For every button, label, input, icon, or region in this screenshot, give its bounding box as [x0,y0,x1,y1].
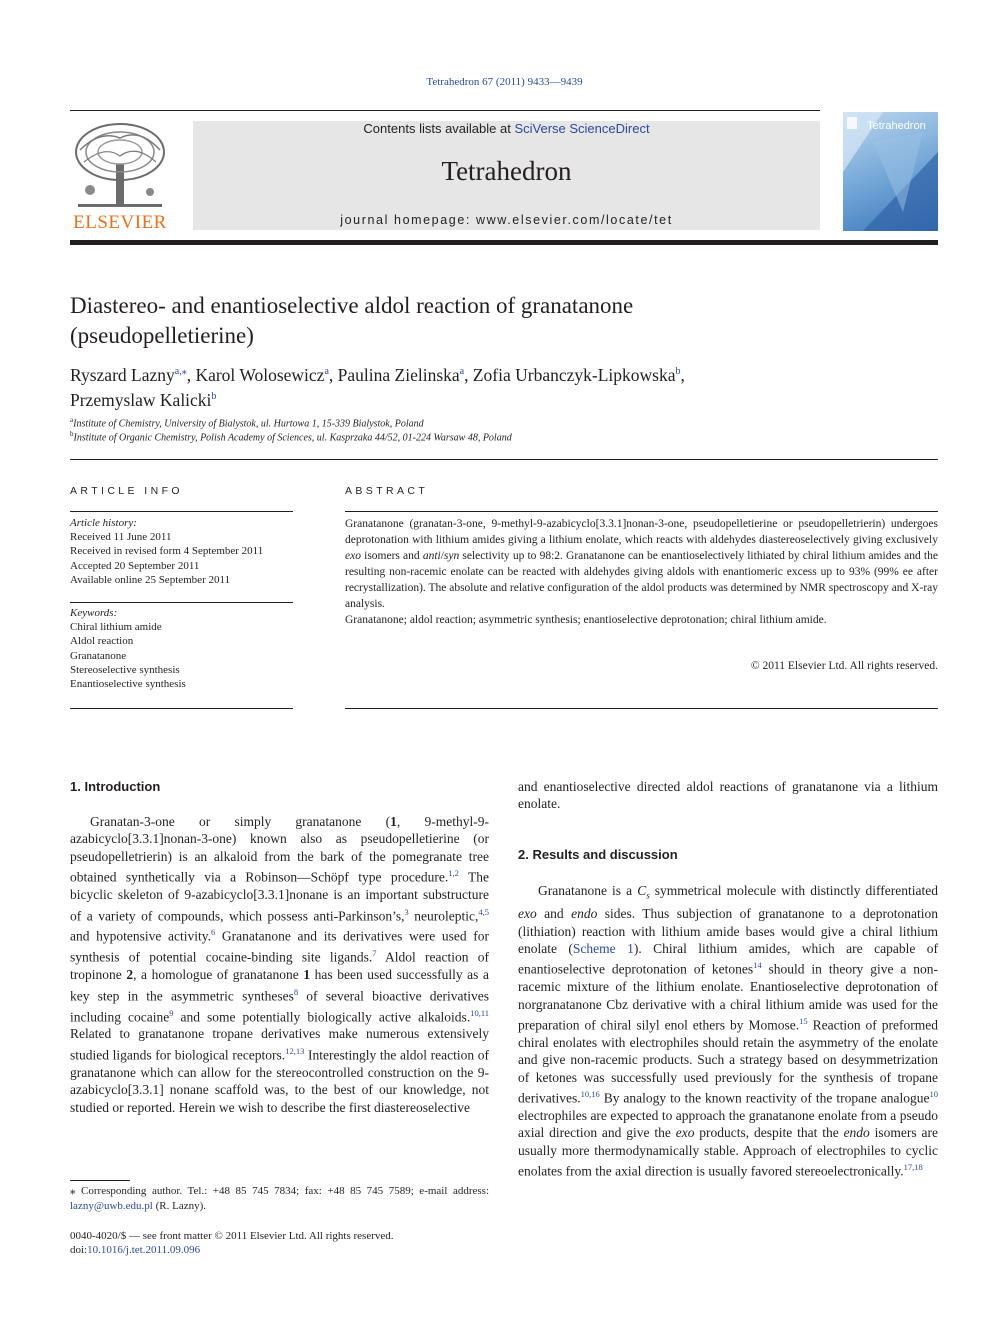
compound-number: 1 [390,814,397,829]
journal-homepage[interactable]: journal homepage: www.elsevier.com/locate/tet [340,213,673,227]
affiliation-a [70,416,424,429]
reference-link[interactable]: 17,18 [903,1162,923,1173]
reference-link[interactable]: 10,16 [580,1089,600,1100]
author-name: Zofia Urbanczyk-Lipkowska [472,364,676,385]
intro-continued-paragraph: and enantioselective directed aldol reactions of granatanone via a lithium enolate. [518,779,938,812]
reference-link[interactable]: 7 [372,948,377,959]
abstract-copyright: © 2011 Elsevier Ltd. All rights reserved. [750,660,938,672]
text-run: ). Chiral lithium amides, which are capable of enantioselective deprotonation of ketones [518,940,938,977]
title-line-1: Diastereo- and enantioselective aldol reaction of granatanone [70,293,634,318]
cover-title: Tetrahedron [867,120,926,132]
text-run: and hypotensive activity. [70,928,212,944]
article-info-heading: ARTICLE INFO [70,485,183,497]
author-name: Przemyslaw Kalicki [70,389,212,410]
text-run: Granatanone and its derivatives were used for synthesis of potential cocaine-binding site ligands. [70,928,490,965]
author-name: Ryszard Lazny [70,364,175,385]
header-thick-rule [70,240,938,245]
doi-label: doi: [70,1244,88,1256]
keyword: Stereoselective synthesis [70,663,180,676]
reference-link[interactable]: 3 [404,906,409,917]
journal-cover [843,112,938,231]
reference-link[interactable]: 6 [211,927,216,938]
text-run: and [536,906,572,922]
journal-citation[interactable]: Tetrahedron 67 (2011) 9433—9439 [426,76,583,88]
author-affil-mark[interactable]: b [675,366,681,377]
compound-number: 2 [126,967,134,983]
text-run: has been used successfully as a key step in the asymmetric syntheses [70,967,489,1004]
text-run: of several bioactive derivatives including cocaine [70,988,489,1025]
reference-link[interactable]: 15 [799,1016,808,1027]
keywords [70,606,293,691]
author-separator: , [680,364,685,385]
author-separator: , [186,364,196,385]
introduction-text [70,813,489,1116]
elsevier-tree-icon [70,120,170,212]
author-separator: , [464,364,473,385]
history-item: Received 11 June 2011 [70,531,172,544]
author-email-link[interactable]: lazny@uwb.edu.pl [70,1199,153,1212]
reference-link[interactable]: 9 [169,1007,174,1018]
abstract-italic: exo [345,550,361,562]
text-run: , 9-methyl-9-azabicyclo[3.3.1]nonan-3-one) known also as pseudopelletierine (or pseudopelletrierin) is an alkaloid from the bark of the pomegranate tree obtained synthetically via a Robinson—Schöpf type procedure. [70,814,490,885]
intro-paragraph [70,813,489,1116]
footnote-text: (R. Lazny). [152,1199,206,1212]
reference-link[interactable]: 10,11 [470,1007,490,1018]
author-name: Karol Wolosewicz [195,364,325,385]
author-line-2 [70,386,938,411]
issn-line: 0040-4020/$ — see front matter © 2011 Elsevier Ltd. All rights reserved. [70,1230,394,1242]
header-rule [70,110,820,111]
text-run: should in theory give a non-racemic mixture of the lithium enolate. Enantioselective deprotonation of norgranatanone Cbz derivative with a chiral lithium amide was used for the preparation of chiral silyl enol ethers by Momose. [518,961,938,1033]
footnote-text: ⁎ Corresponding author. Tel.: +48 85 745 7834; fax: +48 85 745 7589; e-mail address: [70,1185,489,1197]
abstract-text [345,516,938,628]
text-run: Related to granatanone tropane derivatives make numerous extensively studied ligands for biological receptors. [70,1026,489,1063]
author-affil-mark[interactable]: a [324,366,329,377]
article-history [70,516,293,587]
keyword: Aldol reaction [70,635,134,648]
title-line-2: (pseudopelletierine) [70,323,254,348]
italic-term: endo [571,906,598,922]
abstract-text-run: / [440,550,444,562]
symmetry-symbol: C [637,883,647,898]
sciencedirect-link[interactable]: SciVerse ScienceDirect [514,121,650,136]
author-line-1 [70,361,938,386]
symmetry-subscript: s [646,890,650,901]
affiliation-mark: a [70,416,74,424]
italic-term: exo [518,906,537,922]
author-affil-mark[interactable]: a,⁎ [174,366,187,377]
author-affil-mark[interactable]: a [459,366,465,377]
results-paragraph [518,882,938,1180]
italic-term: endo [843,1125,870,1141]
author-name: Paulina Zielinska [337,364,460,385]
section-heading-introduction: 1. Introduction [70,779,161,794]
abstract-heading: ABSTRACT [345,485,429,497]
compound-number: 1 [303,967,311,983]
scheme-link[interactable]: Scheme 1 [572,940,634,956]
history-item: Available online 25 September 2011 [70,573,231,586]
reference-link[interactable]: 1,2 [448,868,459,879]
text-run: Granatanone is a [538,883,638,898]
text-run: The bicyclic skeleton of 9-azabicyclo[3.3.1]nonane is an important substructure of a variety of compounds, which possess anti-Parkinson’s, [70,869,490,924]
journal-name: Tetrahedron [441,156,572,186]
doi-line [70,1243,489,1258]
author-separator: , [328,364,338,385]
text-run: neuroleptic, [408,908,479,924]
affiliation-text: Institute of Organic Chemistry, Polish Academy of Sciences, ul. Kasprzaka 44/52, 01-224 Warsaw 48, Poland [73,432,512,444]
abstract-italic: syn [443,550,460,562]
italic-term: exo [675,1125,695,1141]
footnote-rule [70,1180,130,1181]
article-title [70,291,938,351]
corresponding-author-footnote [70,1184,489,1213]
affiliation-rule [70,459,938,460]
elsevier-logo [70,120,170,232]
text-run: electrophiles are expected to approach the granatanone enolate from a pseudo axial direction and give the [518,1108,938,1141]
text-run: products, despite that the [694,1125,844,1141]
article-info-bottom-rule [70,708,293,709]
keywords-label: Keywords: [70,607,118,619]
text-run: sides. Thus subjection of granatanone to a deprotonation (lithiation) reaction with lithium amide bases would give a chiral lithium enolate ( [518,906,938,956]
doi-link[interactable]: 10.1016/j.tet.2011.09.096 [87,1244,201,1256]
reference-link[interactable]: 14 [753,960,762,971]
abstract-paragraph-1 [345,516,938,612]
text-run: Aldol reaction of tropinone [70,949,489,983]
article-info-rule [70,511,293,512]
introduction-continued [518,778,938,813]
keyword: Enantioselective synthesis [70,678,186,691]
history-item: Accepted 20 September 2011 [70,559,200,572]
keyword: Chiral lithium amide [70,621,162,634]
affiliation-b [70,430,512,443]
text-run: and some potentially biologically active alkaloids. [173,1009,471,1025]
abstract-rule [345,511,938,512]
contents-prefix: Contents lists available at [363,121,515,136]
text-run: Granatan-3-one or simply granatanone ( [90,814,391,829]
author-list [70,361,938,411]
abstract-text-run: selectivity up to 98:2. Granatanone can be enantioselectively lithiated by chiral lithium amides and the resulting non-racemic enolate can be reacted with aldehydes giving aldols with enantiomeric excess up to 93% (99% ee after recrystallization). The absolute and relative configuration of the aldol products was determined by NMR spectroscopy and X-ray analysis. [345,550,938,610]
abstract-text-run: isomers and [360,550,423,562]
abstract-paragraph-2: Granatanone; aldol reaction; asymmetric synthesis; enantioselective deprotonation; chiral lithium amide. [345,614,827,626]
text-run: , a homologue of granatanone [133,967,304,983]
reference-link[interactable]: 4,5 [478,906,489,917]
text-run: isomers are usually more thermodynamically stable. Approach of electrophiles to cyclic enolates from the axial direction is usually favored stereoelectronically. [518,1125,938,1179]
reference-link[interactable]: 10 [929,1089,938,1100]
section-heading-results: 2. Results and discussion [518,847,678,862]
elsevier-wordmark: ELSEVIER [73,212,167,233]
history-label: Article history: [70,517,137,529]
results-text [518,882,938,1180]
affiliation-mark: b [70,430,74,438]
history-item: Received in revised form 4 September 2011 [70,545,264,558]
contents-line [193,121,820,136]
abstract-italic: anti [422,550,441,562]
text-run: Reaction of preformed chiral enolates with electrophiles should retain the asymmetry of the enolate and give non-racemic products. Such a strategy based on desymmetrization of ketones was successfully used previously for the synthesis of tropane derivatives. [518,1017,938,1106]
keywords-rule [70,602,293,603]
keyword: Granatanone [70,649,127,662]
affiliation-text: Institute of Chemistry, University of Bialystok, ul. Hurtowa 1, 15-339 Bialystok, Poland [73,418,424,430]
reference-link[interactable]: 8 [293,986,299,997]
text-run: symmetrical molecule with distinctly differentiated [649,883,939,898]
text-run: Interestingly the aldol reaction of granatanone which can allow for the stereocontrolled construction on the 9-azabicyclo[3.3.1] nonane scaffold was, to the best of our knowledge, not studied or reported. Herein we wish to describe the first diastereoselective [70,1047,490,1115]
reference-link[interactable]: 12,13 [285,1045,305,1056]
abstract-bottom-rule [345,708,938,709]
text-run: By analogy to the known reactivity of the tropane analogue [599,1090,930,1106]
author-affil-mark[interactable]: b [211,390,217,402]
abstract-text-run: Granatanone (granatan-3-one, 9-methyl-9-azabicyclo[3.3.1]nonan-3-one, pseudopelletierine or pseudopelletrierin) undergoes deprotonation with lithium amides giving a lithium enolate, which reacts with aldehydes diastereoselectively giving exclusively [345,518,938,546]
